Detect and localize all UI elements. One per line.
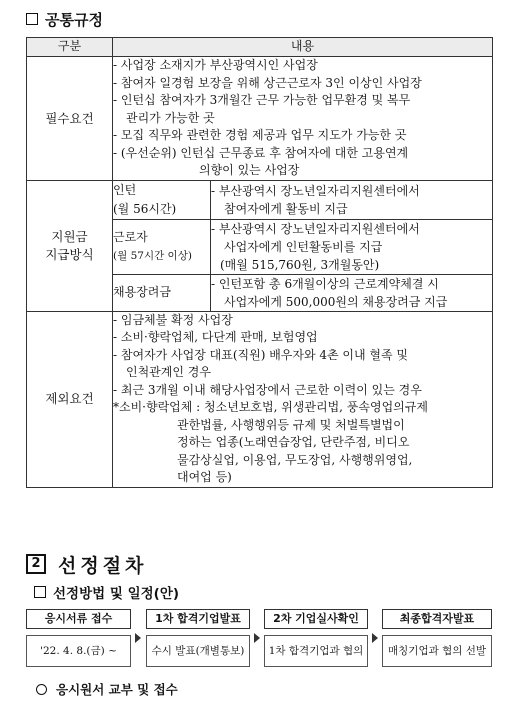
header-content: 내용 [113, 38, 493, 57]
support-detail-intern [211, 180, 493, 219]
exclusion-content [113, 311, 493, 487]
table-row-exclusion [27, 311, 493, 487]
step-final-result [382, 609, 492, 667]
category-exclusion: 제외요건 [27, 311, 113, 487]
list-item: - 인턴포함 총 6개월이상의 근로계약체결 시 [211, 276, 439, 291]
list-item: 물감상실업, 이용업, 무도장업, 사행행위영업, [177, 452, 413, 467]
support-label-intern [113, 180, 211, 219]
list-item: 사업자에게 500,000원의 채용장려금 지급 [224, 294, 448, 309]
arrow-right-icon [372, 633, 378, 643]
table-header-row [27, 38, 493, 57]
list-item: - 최근 3개월 이내 해당사업장에서 근로한 이력이 있는 경우 [113, 382, 422, 397]
step-title: 응시서류 접수 [26, 609, 131, 629]
step-detail: 1차 합격기업과 협의 [264, 635, 368, 667]
category-required: 필수요건 [27, 57, 113, 181]
label-line: (월 56시간) [113, 201, 177, 216]
list-item: 대여업 등) [177, 470, 232, 484]
step-detail: 수시 발표(개별통보) [146, 635, 250, 667]
step-detail: 매칭기업과 협의 선발 [382, 635, 492, 667]
step-first-result [146, 609, 250, 667]
section-title: 선정절차 [58, 554, 148, 577]
label-line: 채용장려금 [113, 285, 171, 299]
list-item: - 참여자가 사업장 대표(직원) 배우자와 4촌 이내 혈족 및 [113, 347, 409, 362]
subsection-method-heading [34, 582, 179, 602]
list-item: 정하는 업종(노래연습장업, 단란주점, 비디오 [177, 435, 410, 449]
arrow-right-icon [254, 633, 260, 643]
list-item: - (우선순위) 인턴십 근무종료 후 참여자에 대한 고용연계 [113, 145, 409, 160]
table-row-support-intern [27, 180, 493, 219]
step-title: 1차 합격기업발표 [146, 609, 250, 629]
list-item: 관한법률, 사행행위등 규제 및 처벌특별법이 [177, 417, 405, 432]
label-line: 근로자 [113, 229, 148, 244]
circle-bullet-icon [36, 684, 47, 695]
category-support-line1: 지원금 [51, 229, 88, 244]
step-application [26, 609, 131, 667]
support-detail-worker [211, 219, 493, 274]
header-category: 구분 [27, 38, 113, 57]
support-detail-bonus [211, 274, 493, 311]
list-item: - 모집 직무와 관련한 경험 제공과 업무 지도가 가능한 곳 [113, 128, 407, 142]
subsection-application-heading [36, 680, 178, 698]
step-title: 최종합격자발표 [382, 609, 492, 629]
list-item: 참여자에게 활동비 지급 [224, 201, 348, 216]
rules-table [26, 37, 493, 488]
list-item: 인척관계인 경우 [126, 365, 211, 379]
list-item: - 참여자 일경험 보장을 위해 상근근로자 3인 이상인 사업장 [113, 75, 422, 90]
required-content [113, 57, 493, 181]
section-number-badge: 2 [26, 554, 46, 574]
support-label-worker [113, 219, 211, 274]
arrow-right-icon [135, 633, 141, 643]
list-item: 의향이 있는 사업장 [199, 163, 300, 177]
table-row-required [27, 57, 493, 181]
section-common-rules-heading [26, 8, 103, 30]
section-selection-heading [26, 552, 147, 576]
list-item: 관리가 가능한 곳 [126, 110, 215, 125]
list-item: 사업자에게 인턴활동비를 지급 [224, 239, 383, 254]
category-support-line2: 지급방식 [45, 246, 94, 262]
subsection-title: 선정방법 및 일정(안) [53, 586, 180, 602]
list-item: - 소비·향락업체, 다단계 판매, 보험영업 [113, 330, 318, 344]
subsection-title: 응시원서 교부 및 접수 [56, 682, 178, 697]
checkbox-square-icon [34, 586, 46, 598]
list-item: *소비·향락업체 : 청소년보호법, 위생관리법, 풍속영업의규제 [113, 400, 428, 414]
checkbox-square-icon [26, 13, 38, 25]
list-item: - 부산광역시 장노년일자리지원센터에서 [211, 183, 420, 198]
list-item: - 임금체불 확정 사업장 [113, 312, 233, 327]
step-second-inspection [264, 609, 368, 667]
step-detail: '22. 4. 8.(금) ~ [26, 635, 131, 667]
label-line: 인턴 [113, 182, 137, 197]
process-steps [26, 609, 492, 669]
list-item: (매월 515,760원, 3개월동안) [220, 257, 380, 272]
list-item: - 인턴십 참여자가 3개월간 근무 가능한 업무환경 및 복무 [113, 93, 411, 107]
category-support [27, 180, 113, 311]
step-title: 2차 기업실사확인 [264, 609, 368, 629]
support-label-bonus [113, 274, 211, 311]
label-line: (월 57시간 이상) [113, 249, 192, 262]
list-item: - 사업장 소재지가 부산광역시인 사업장 [113, 58, 318, 72]
section-title: 공통규정 [45, 10, 103, 29]
list-item: - 부산광역시 장노년일자리지원센터에서 [211, 221, 420, 236]
